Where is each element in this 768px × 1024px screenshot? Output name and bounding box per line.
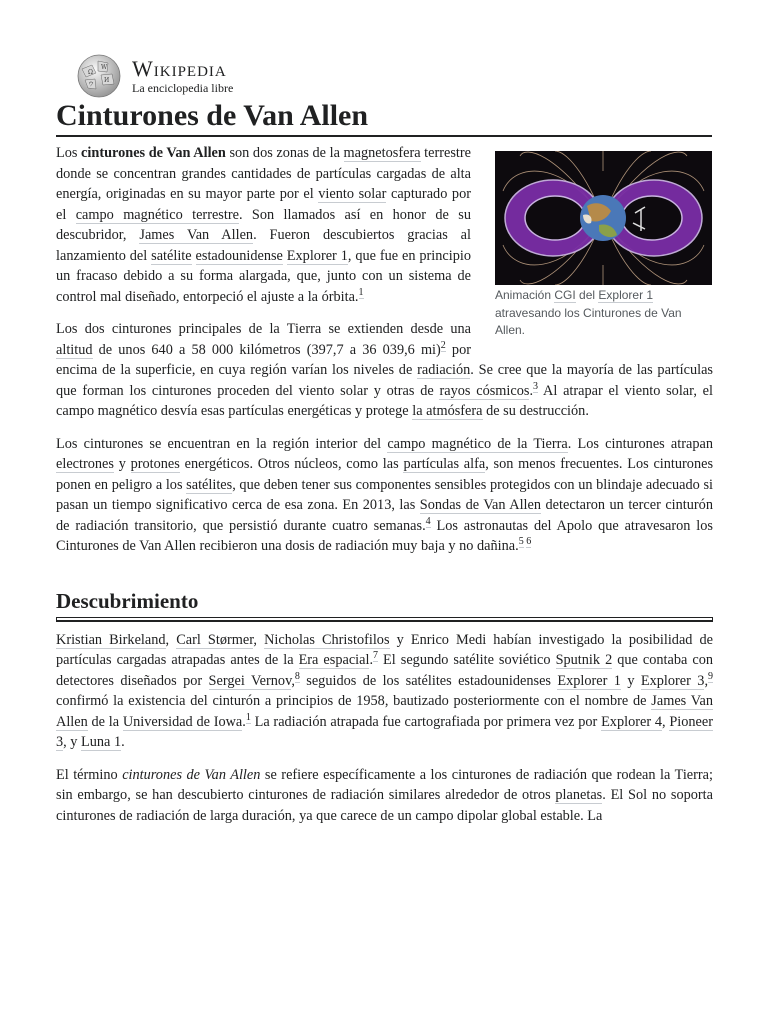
- reference-link[interactable]: 2: [440, 339, 446, 351]
- reference-link[interactable]: 3: [533, 380, 539, 392]
- article-content: [56, 143, 713, 838]
- intro-paragraph: Los cinturones de Van Allen son dos zonas de la magnetosfera terrestre donde se concentran grandes cantidades de partículas cargadas de alta energía, originadas en su mayor parte por el viento solar capturado por el campo magnético terrestre. Son llamados así en honor de su descubridor, James Van Allen. Fueron descubiertos gracias al lanzamiento del satélite estadounidense Explorer 1, que fue en principio un fracaso debido a su forma alargada, que, junto con un sistema de control mal diseñado, entorpeció el ajuste a la órbita.$^1$: [56, 145, 472, 305]
- link-explorer-1[interactable]: Explorer 1: [557, 672, 621, 689]
- paragraph-discovery: Kristian Birkeland, Carl Størmer, Nicholas Christofilos y Enrico Medi habían investigado la posibilidad de partículas cargadas atrapadas antes de la Era espacial.$^7$ El segundo satélite soviético Sputnik 2 que contaba con detectores diseñados por Sergei Vernov,$^8$ seguidos de los satélites estadounidenses Explorer 1 y Explorer 3,$^9$ confirmó la existencia del cinturón a principios de 1958, bautizado posteriormente con el nombre de James Van Allen de la Universidad de Iowa.$^1$ La radiación atrapada fue cartografiada por primera vez por Explorer 4, Pioneer 3, y Luna 1.: [56, 631, 714, 750]
- link-magnetosfera[interactable]: magnetosfera: [343, 145, 421, 161]
- bold-term: cinturones de Van Allen: [81, 145, 226, 161]
- caption-text: del: [575, 288, 599, 302]
- link-particulas-alfa[interactable]: partículas alfa: [403, 456, 486, 472]
- svg-text:Ω: Ω: [88, 69, 93, 76]
- reference-link[interactable]: 1: [358, 286, 364, 298]
- link-era-espacial[interactable]: Era espacial: [298, 652, 370, 668]
- wikipedia-globe-icon: [74, 53, 124, 99]
- wikipedia-wordmark: Wikipedia: [132, 55, 227, 81]
- paragraph-region: Los cinturones se encuentran en la región interior del campo magnético de la Tierra. Los cinturones atrapan electrones y protones energéticos. Otros núcleos, como las partículas alfa, son menos frecuentes. Los cinturones ponen en peligro a los satélites, que deben tener sus componentes sensibles protegidos con un blindaje adecuado si pasan un tiempo significativo cerca de esa zona. En 2013, las Sondas de Van Allen detectaron un tercer cinturón de radiación transitorio, que persistió durante cuatro semanas.$^4$ Los astronautas del Apolo que atravesaron los Cinturones de Van Allen recibieron una dosis de radiación muy baja y no dañina.$^{5 6}$: [56, 435, 714, 554]
- link-cgi[interactable]: CGI: [554, 288, 576, 302]
- reference-link[interactable]: 1: [245, 711, 251, 723]
- van-allen-belts-image[interactable]: [495, 151, 712, 285]
- reference-link[interactable]: 8: [294, 670, 300, 682]
- svg-text:W: W: [101, 64, 108, 71]
- link-universidad-iowa[interactable]: Universidad de Iowa: [122, 713, 243, 730]
- link-planetas[interactable]: planetas: [555, 787, 603, 803]
- figure: [495, 151, 713, 340]
- paragraph-belts: Los dos cinturones principales de la Tierra se extienden desde una altitud de unos 640 a 58 000 kilómetros (397,7 a 36 039,6 mi)$^2$ por encima de la superficie, en cuya región varían los niveles de radiación. Se cree que la mayoría de las partículas que forman los cinturones proceden del viento solar y otras de rayos cósmicos.$^3$ Al atrapar el viento solar, el campo magnético desvía esas partículas energéticas y protege la atmósfera de su destrucción.: [56, 321, 714, 419]
- link-sondas-van-allen[interactable]: Sondas de Van Allen: [419, 497, 542, 513]
- link-satelites[interactable]: satélites: [186, 476, 233, 493]
- section-heading-descubrimiento: Descubrimiento: [56, 587, 713, 618]
- page-title: Cinturones de Van Allen: [56, 98, 712, 137]
- link-pioneer-3[interactable]: Pioneer 3: [56, 713, 713, 750]
- link-nicholas-christofilos[interactable]: Nicholas Christofilos: [264, 631, 390, 648]
- italic-term: cinturones de Van Allen: [122, 766, 261, 783]
- reference-link[interactable]: 5: [518, 536, 524, 548]
- link-viento-solar[interactable]: viento solar: [318, 186, 387, 202]
- link-explorer-4[interactable]: Explorer 4: [601, 713, 662, 730]
- link-electrones[interactable]: electrones: [56, 456, 114, 472]
- link-la-atmosfera[interactable]: la atmósfera: [412, 403, 483, 419]
- link-campo-magnetico-terrestre[interactable]: campo magnético terrestre: [75, 206, 239, 223]
- link-james-van-allen[interactable]: James Van Allen: [139, 227, 254, 243]
- tagline: La enciclopedia libre: [132, 80, 234, 95]
- reference-link[interactable]: 4: [425, 515, 431, 527]
- link-satelite[interactable]: satélite: [151, 247, 192, 264]
- wikipedia-logo[interactable]: [74, 52, 233, 100]
- reference-link[interactable]: 6: [526, 536, 532, 548]
- reference-link[interactable]: 7: [373, 650, 379, 662]
- paragraph-term: El término cinturones de Van Allen se refiere específicamente a los cinturones de radiación que rodean la Tierra; sin embargo, se han descubierto cinturones de radiación similares alrededor de otros planetas. El Sol no soporta cinturones de radiación de larga duración, ya que carece de un campo dipolar global estable. La: [56, 766, 713, 824]
- link-luna-1[interactable]: Luna 1: [81, 734, 122, 750]
- link-estadounidense[interactable]: estadounidense: [195, 247, 283, 264]
- figure-caption: [495, 287, 713, 340]
- caption-text: atravesando los Cinturones de Van Allen.: [495, 305, 682, 337]
- link-kristian-birkeland[interactable]: Kristian Birkeland: [56, 631, 166, 648]
- link-james-van-allen[interactable]: James Van Allen: [56, 693, 713, 730]
- link-sergei-vernov[interactable]: Sergei Vernov: [208, 672, 292, 689]
- link-explorer-1[interactable]: Explorer 1: [598, 288, 654, 302]
- link-campo-magnetico-tierra[interactable]: campo magnético de la Tierra: [387, 435, 568, 452]
- link-explorer-1[interactable]: Explorer 1: [286, 247, 348, 264]
- reference-link[interactable]: 9: [708, 670, 714, 682]
- link-sputnik-2[interactable]: Sputnik 2: [555, 652, 613, 668]
- svg-text:ウ: ウ: [88, 81, 95, 88]
- svg-text:И: И: [104, 77, 110, 84]
- link-rayos-cosmicos[interactable]: rayos cósmicos: [439, 382, 530, 399]
- caption-text: Animación: [495, 288, 555, 302]
- link-radiacion[interactable]: radiación: [417, 362, 471, 378]
- link-explorer-3[interactable]: Explorer 3: [640, 672, 705, 689]
- link-protones[interactable]: protones: [130, 456, 180, 472]
- link-carl-stormer[interactable]: Carl Størmer: [176, 631, 254, 648]
- link-altitud[interactable]: altitud: [56, 341, 93, 358]
